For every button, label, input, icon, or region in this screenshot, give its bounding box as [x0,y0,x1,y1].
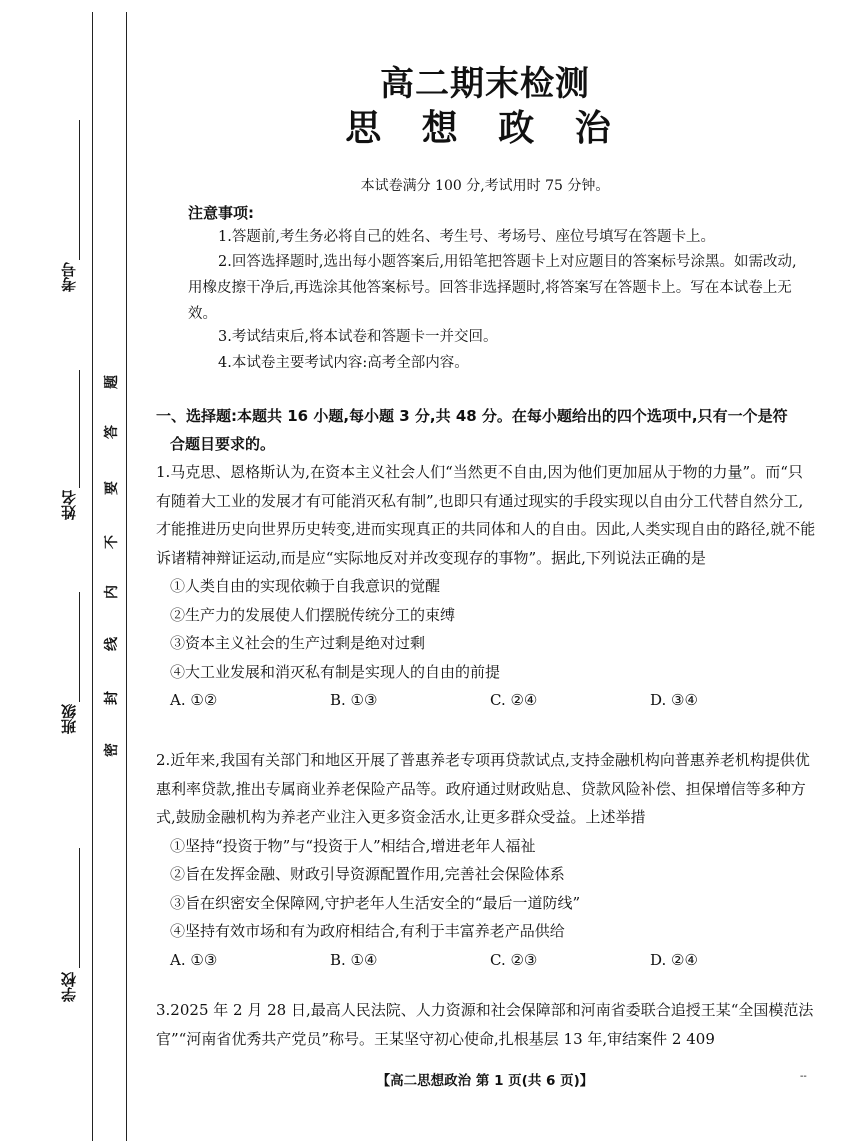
seal-char: 密 [104,743,120,757]
question-option: ②生产力的发展使人们摆脱传统分工的束缚 [170,605,456,624]
class-underline [79,592,80,702]
choice-b: B. ①③ [330,691,378,709]
choice-a: A. ①② [170,691,218,709]
notice-item: 3.考试结束后,将本试卷和答题卡一并交回。 [218,329,498,345]
notice-item: 4.本试卷主要考试内容:高考全部内容。 [218,355,469,371]
school-underline [79,848,80,968]
question-2 [156,746,816,974]
exam-no-label: 考号 [60,262,78,292]
seal-char: 要 [104,481,120,495]
name-label: 姓名 [60,490,78,520]
page-footer: 【高二思想政治 第 1 页(共 6 页)】 [376,1073,594,1089]
question-option: ①坚持“投资于物”与“投资于人”相结合,增进老年人福祉 [170,836,536,855]
question-stem: 3.2025 年 2 月 28 日,最高人民法院、人力资源和社会保障部和河南省委联合追授王某“全国模范法官”“河南省优秀共产党员”称号。王某坚守初心使命,扎根基层 13 年,审结案件 2 409 [156,1001,814,1048]
section-heading-line: 一、选择题:本题共 16 小题,每小题 3 分,共 48 分。在每小题给出的四个选项中,只有一个是符 [156,407,788,425]
question-option: ①人类自由的实现依赖于自我意识的觉醒 [170,577,441,595]
exam-title: 高二期末检测 [380,64,590,104]
choice-c: C. ②③ [490,950,538,969]
school-label: 学校 [60,972,78,1002]
class-label: 班级 [60,704,78,734]
binding-margin [0,0,135,1141]
question-stem: 1.马克思、恩格斯认为,在资本主义社会人们“当然更不自由,因为他们更加屈从于物的力量”。而“只有随着大工业的发展才有可能消灭私有制”,也即只有通过现实的手段实现以自由分工代替自然分工,才能推进历史向世界历史转变,进而实现真正的共同体和人的自由。因此,人类实现自由的路径,就不能诉诸精神辩证运动,而是应“实际地反对并改变现存的事物”。据此,下列说法正确的是 [156,463,816,567]
name-underline [79,370,80,488]
notice-item: 1.答题前,考生务必将自己的姓名、考生号、考场号、座位号填写在答题卡上。 [218,229,715,245]
answer-choices [156,946,816,975]
exam-info: 本试卷满分 100 分,考试用时 75 分钟。 [360,178,610,194]
seal-char: 题 [104,375,120,389]
question-option: ④坚持有效市场和有为政府相结合,有利于丰富养老产品供给 [170,922,565,940]
answer-choices [156,686,816,715]
question-option: ④大工业发展和消灭私有制是实现人的自由的前提 [170,662,501,681]
choice-b: B. ①④ [330,950,378,969]
question-option: ③旨在织密安全保障网,守护老年人生活安全的“最后一道防线” [170,893,581,912]
section-heading-line: 合题目要求的。 [170,435,276,453]
binding-line-outer [92,12,93,1141]
notice-heading: 注意事项: [188,204,254,222]
notice-item: 2.回答选择题时,选出每小题答案后,用铅笔把答题卡上对应题目的答案标号涂黑。如需改动,用橡皮擦干净后,再选涂其他答案标号。回答非选择题时,将答案写在答题卡上。写在本试卷上无效。 [188,254,797,322]
seal-char: 内 [104,585,120,599]
question-3 [156,996,816,1053]
question-1 [156,458,816,715]
binding-line-inner [126,12,127,1141]
choice-d: D. ②④ [650,950,698,969]
choice-c: C. ②④ [490,691,538,709]
seal-char: 答 [104,425,120,439]
question-stem: 2.近年来,我国有关部门和地区开展了普惠养老专项再贷款试点,支持金融机构向普惠养老机构提供优惠利率贷款,推出专属商业养老保险产品等。政府通过财政贴息、贷款风险补偿、担保增信等多种方式,鼓励金融机构为养老产业注入更多资金活水,让更多群众受益。上述举措 [156,751,810,826]
seal-char: 封 [104,691,120,705]
exam-no-underline [79,120,80,260]
seal-char: 不 [104,535,120,549]
section-heading [156,402,816,458]
choice-d: D. ③④ [650,691,698,709]
subject-title: 思 想 政 治 [345,108,625,149]
choice-a: A. ①③ [170,950,218,969]
footer-mark: -- [800,1071,807,1082]
seal-char: 线 [104,637,120,651]
question-option: ③资本主义社会的生产过剩是绝对过剩 [170,634,426,652]
question-option: ②旨在发挥金融、财政引导资源配置作用,完善社会保险体系 [170,865,565,883]
